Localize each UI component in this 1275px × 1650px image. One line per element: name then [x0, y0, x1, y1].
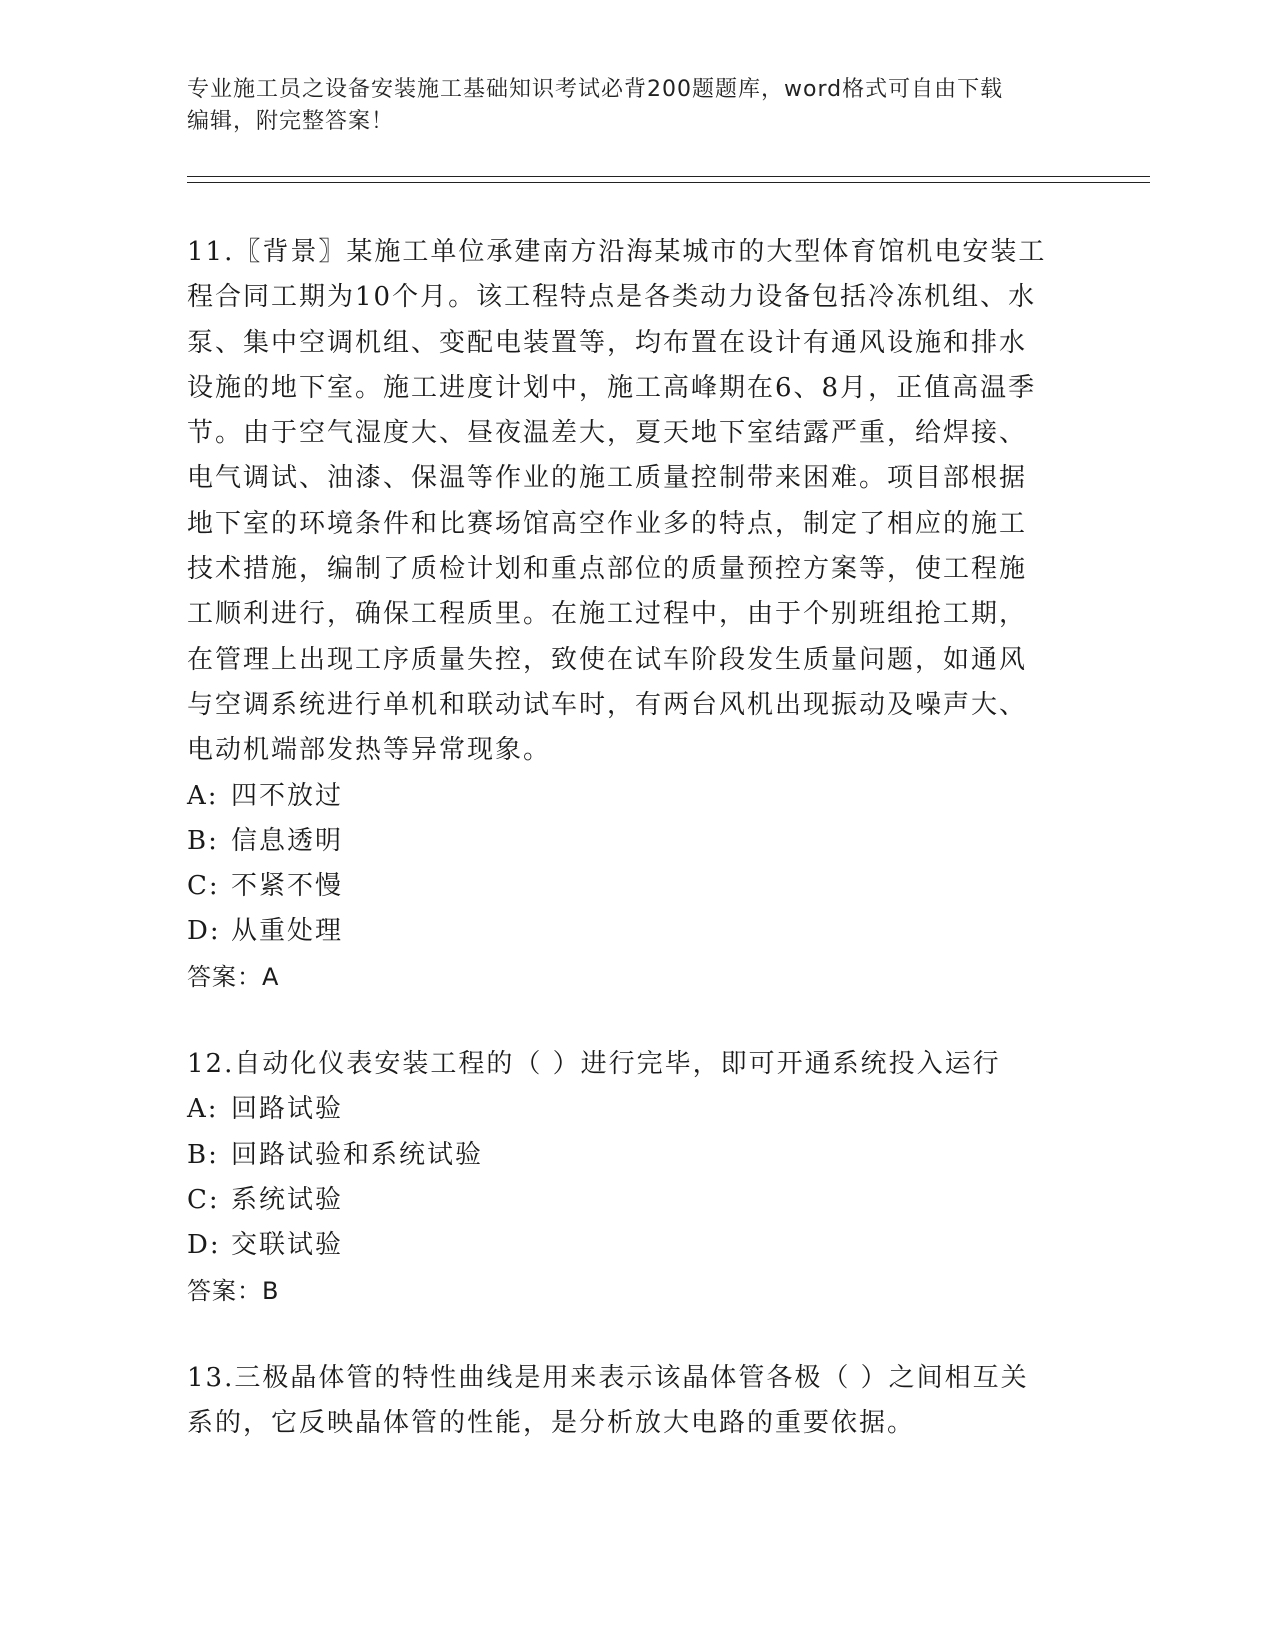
option-a [187, 774, 1067, 819]
option-d [187, 1223, 1067, 1268]
question-line: 程合同工期为10个月。该工程特点是各类动力设备包括冷冻机组、水 [187, 282, 1037, 313]
option-letter: B: [187, 825, 219, 856]
question-line: 在管理上出现工序质量失控，致使在试车阶段发生质量问题，如通风 [187, 644, 1028, 675]
header-title-line-1: 专业施工员之设备安装施工基础知识考试必背200题题库，word格式可自由下载 [187, 77, 1004, 102]
option-b [187, 819, 1067, 864]
option-letter: C: [187, 1184, 220, 1215]
option-text: 交联试验 [231, 1230, 344, 1261]
question-11-options [187, 774, 1067, 955]
option-d [187, 909, 1067, 954]
question-12 [187, 1042, 1067, 1314]
question-line: 电气调试、油漆、保温等作业的施工质量控制带来困难。项目部根据 [187, 463, 1028, 494]
option-text: 回路试验和系统试验 [231, 1139, 484, 1170]
question-line: 技术措施，编制了质检计划和重点部位的质量预控方案等，使工程施 [187, 554, 1028, 585]
question-line: 地下室的环境条件和比赛场馆高空作业多的特点，制定了相应的施工 [187, 508, 1028, 539]
question-spacer [187, 1000, 1067, 1042]
option-text: 四不放过 [231, 780, 344, 811]
option-letter: A: [187, 1094, 219, 1125]
header-title-line-2: 编辑，附完整答案！ [187, 109, 395, 134]
question-line: 设施的地下室。施工进度计划中，施工高峰期在6、8月，正值高温季 [187, 372, 1037, 403]
question-12-text [187, 1042, 1067, 1087]
question-line: 工顺利进行，确保工程质里。在施工过程中，由于个别班组抢工期， [187, 599, 1028, 630]
question-11 [187, 230, 1067, 1000]
question-line: 与空调系统进行单机和联动试车时，有两台风机出现振动及噪声大、 [187, 689, 1028, 720]
question-13 [187, 1356, 1067, 1447]
question-13-text [187, 1356, 1067, 1447]
question-12-options [187, 1087, 1067, 1268]
question-line: 11.〖背景〗某施工单位承建南方沿海某城市的大型体育馆机电安装工 [187, 237, 1047, 267]
document-header [187, 74, 1067, 138]
question-list [187, 230, 1067, 1446]
option-letter: B: [187, 1139, 219, 1170]
question-11-text [187, 230, 1067, 774]
option-text: 不紧不慢 [231, 871, 344, 902]
option-letter: D: [187, 916, 221, 947]
question-line: 12.自动化仪表安装工程的（ ）进行完毕，即可开通系统投入运行 [187, 1049, 1001, 1080]
option-c [187, 1178, 1067, 1223]
question-line: 系的，它反映晶体管的性能，是分析放大电路的重要依据。 [187, 1408, 916, 1439]
option-text: 信息透明 [231, 825, 344, 856]
question-spacer [187, 1314, 1067, 1356]
question-line: 节。由于空气湿度大、昼夜温差大，夏天地下室结露严重，给焊接、 [187, 418, 1028, 449]
option-text: 回路试验 [231, 1094, 344, 1125]
option-text: 系统试验 [231, 1184, 344, 1215]
header-divider-top [187, 176, 1150, 177]
option-text: 从重处理 [231, 916, 344, 947]
option-a [187, 1087, 1067, 1132]
question-line: 13.三极晶体管的特性曲线是用来表示该晶体管各极（ ）之间相互关 [187, 1362, 1029, 1393]
option-letter: D: [187, 1230, 221, 1261]
option-b [187, 1133, 1067, 1178]
question-11-answer: 答案：A [187, 962, 280, 991]
question-line: 泵、集中空调机组、变配电装置等，均布置在设计有通风设施和排水 [187, 327, 1028, 358]
option-letter: A: [187, 780, 219, 811]
header-divider-bottom [187, 182, 1150, 183]
option-c [187, 864, 1067, 909]
question-line: 电动机端部发热等异常现象。 [187, 735, 552, 766]
option-letter: C: [187, 871, 220, 902]
question-12-answer: 答案：B [187, 1276, 280, 1305]
